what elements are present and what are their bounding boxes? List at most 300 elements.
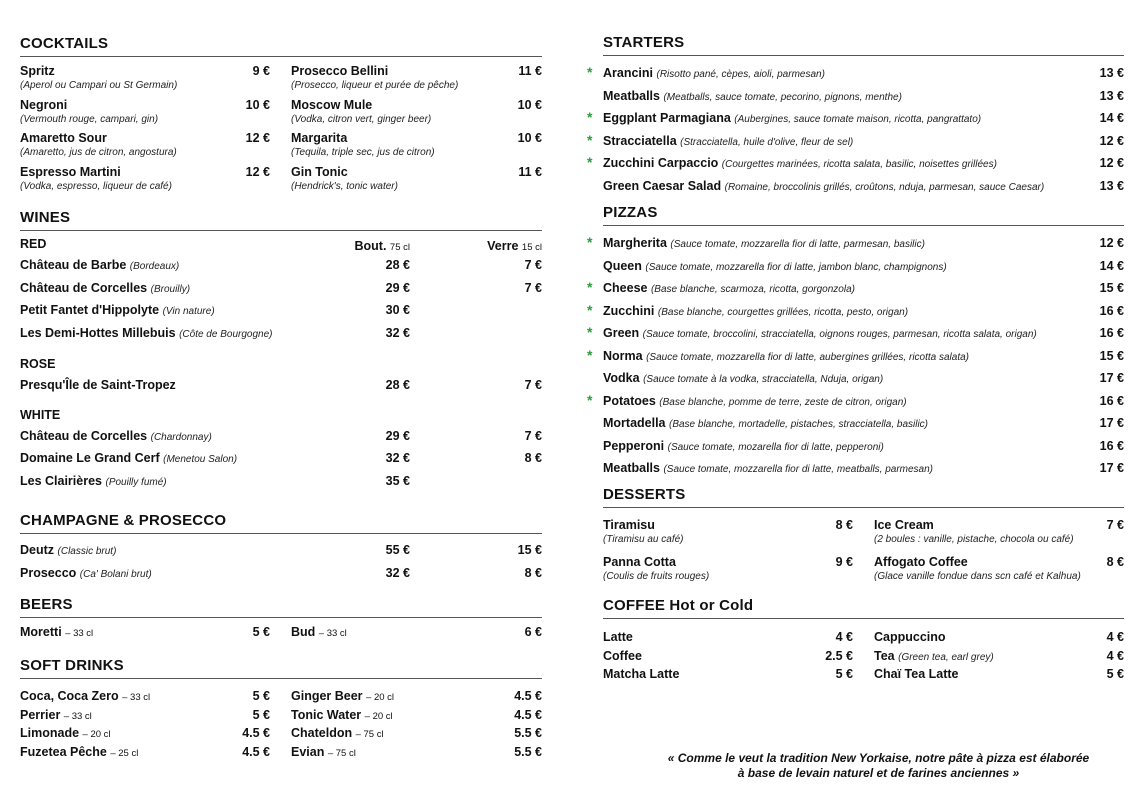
cocktail-item (20, 130, 270, 164)
section-title: DESSERTS (603, 486, 1124, 508)
menu-column (603, 629, 853, 685)
soft-drink-row (20, 725, 270, 743)
item-name (874, 554, 968, 570)
section-title: SOFT DRINKS (20, 657, 542, 679)
item-name-text: Cappuccino (874, 630, 946, 644)
item-name-text: Tea (874, 648, 895, 663)
desserts-grid (603, 517, 1124, 591)
cocktail-item (20, 164, 270, 198)
item-name-text: Bud (291, 625, 316, 639)
item-name (291, 63, 388, 79)
wine-name (20, 257, 179, 273)
glass-price: 8 € (524, 565, 542, 580)
item-volume: – 20 cl (82, 729, 111, 740)
wine-row (20, 426, 542, 449)
item-name-text: Tiramisu (603, 518, 655, 532)
item-name-text: Fuzetea Pêche (20, 744, 107, 759)
item-price: 11 € (518, 164, 542, 179)
item-volume: – 75 cl (355, 729, 384, 740)
item-description: (Vodka, espresso, liqueur de café) (20, 180, 172, 192)
quote-line: à base de levain naturel et de farines anciennes » (737, 766, 1020, 780)
item-name-text: Pepperoni (603, 438, 665, 453)
item-description: (Sauce tomate à la vodka, stracciatella, Nduja, origan) (643, 374, 884, 385)
menu-item (587, 324, 1124, 347)
dessert-item (603, 517, 853, 554)
item-price: 5 € (252, 625, 270, 639)
coffee-item (874, 629, 1124, 648)
bottle-price: 32 € (385, 325, 410, 340)
menu-item (603, 87, 1124, 110)
cocktail-row (20, 63, 270, 79)
item-description: (Base blanche, mortadelle, pistaches, stracciatella, basilic) (669, 419, 929, 430)
item-description: (2 boules : vanille, pistache, chocola ou café) (874, 534, 1074, 545)
item-name-text: Cheese (603, 281, 648, 295)
item-description: (Coulis de fruits rouges) (603, 571, 710, 582)
item-price: 13 € (1099, 66, 1124, 80)
soft-drink-item (291, 707, 542, 726)
beer-item (291, 624, 542, 642)
item-price: 9 € (252, 64, 270, 78)
cocktail-item (291, 164, 542, 198)
wine-note: (Ca' Bolani brut) (79, 568, 152, 580)
item-price: 5.5 € (514, 744, 542, 759)
menu-column (874, 629, 1124, 685)
beer-item (20, 624, 270, 642)
item-price: 12 € (245, 131, 270, 145)
item-name-text: Prosecco Bellini (291, 64, 389, 78)
wine-name-text: Château de Corcelles (20, 280, 148, 295)
menu-item (603, 459, 1124, 482)
dessert-item (603, 554, 853, 591)
item-volume: – 20 cl (364, 710, 393, 722)
menu-item (587, 109, 1124, 132)
pizza-dough-quote (603, 751, 1124, 781)
bottle-price: 28 € (385, 258, 410, 272)
item-price: 4 € (1106, 648, 1124, 663)
dessert-row (874, 554, 1124, 570)
item-price: 10 € (517, 97, 542, 112)
item-name-text: Spritz (20, 64, 55, 78)
bottle-price: 35 € (385, 473, 410, 488)
coffee-item (603, 666, 853, 685)
item-name-text: Latte (603, 630, 633, 644)
bottle-price: 28 € (385, 378, 410, 392)
cocktail-row (291, 130, 542, 146)
wine-note: (Pouilly fumé) (105, 476, 167, 488)
item-price: 9 € (835, 555, 853, 569)
item-name-text: Espresso Martini (20, 164, 121, 179)
item-name (603, 460, 933, 476)
bottle-price: 30 € (385, 303, 410, 317)
item-name-text: Green Caesar Salad (603, 178, 722, 193)
pizzas-section (587, 204, 1124, 482)
cocktail-row (20, 97, 270, 113)
item-price: 16 € (1099, 303, 1124, 318)
item-description: (Sauce tomate, mozarella fior di latte, pepperoni) (667, 441, 884, 453)
item-name (20, 130, 107, 146)
wine-note: (Chardonnay) (150, 431, 212, 443)
item-price: 17 € (1099, 461, 1124, 475)
menu-item (587, 154, 1124, 177)
item-price: 17 € (1099, 371, 1124, 385)
cocktail-item (20, 63, 270, 97)
item-description: (Hendrick's, tonic water) (291, 180, 398, 192)
coffee-row (603, 648, 853, 664)
item-name (603, 648, 642, 664)
item-name (20, 725, 111, 743)
item-name (603, 88, 902, 104)
vegetarian-star-icon: * (587, 234, 593, 250)
wine-name (20, 428, 212, 444)
wine-name-text: Domaine Le Grand Cerf (20, 451, 160, 465)
item-name (874, 629, 946, 645)
item-description: (Risotto pané, cèpes, aioli, parmesan) (656, 69, 825, 80)
item-name (291, 725, 384, 743)
item-name (874, 517, 934, 533)
item-price: 10 € (517, 131, 542, 145)
champagne-section (20, 512, 542, 585)
item-name (603, 393, 907, 409)
cocktail-row (291, 164, 542, 180)
wine-note: (Menetou Salon) (163, 454, 238, 465)
item-price: 12 € (1099, 236, 1124, 250)
item-name (603, 348, 969, 364)
item-price: 12 € (1099, 133, 1124, 148)
item-name (874, 648, 994, 664)
item-price: 8 € (1106, 555, 1124, 569)
wine-row (20, 563, 542, 586)
pizzas-list (587, 234, 1124, 482)
soft-drink-item (291, 688, 542, 707)
soft-drink-row (291, 725, 542, 743)
coffee-row (603, 629, 853, 645)
item-volume: – 25 cl (110, 747, 139, 759)
item-description: (Aubergines, sauce tomate maison, ricotta, pangrattato) (734, 114, 982, 125)
item-description: (Glace vanille fondue dans scn café et Kalhua) (874, 571, 1081, 582)
menu-item (587, 346, 1124, 370)
bottle-price: 29 € (385, 280, 410, 295)
item-name-text: Ginger Beer (291, 689, 363, 703)
menu-item (587, 301, 1124, 325)
wine-note: (Bordeaux) (129, 261, 180, 272)
item-name (20, 744, 138, 762)
item-volume: – 33 cl (65, 628, 94, 639)
item-name-text: Gin Tonic (291, 164, 348, 179)
coffee-row (874, 629, 1124, 645)
menu-column (20, 688, 270, 762)
item-name (20, 688, 150, 706)
soft-drink-row (291, 688, 542, 706)
coffee-row (603, 666, 853, 682)
item-name (603, 258, 947, 274)
item-description: (Amaretto, jus de citron, angostura) (20, 147, 177, 158)
wine-note: (Brouilly) (150, 283, 191, 295)
item-price: 14 € (1099, 258, 1124, 273)
soft-drink-item (20, 688, 270, 707)
item-price: 4 € (1106, 630, 1124, 644)
section-title: PIZZAS (603, 204, 1124, 226)
section-title: CHAMPAGNE & PROSECCO (20, 512, 542, 534)
item-name-text: Zucchini Carpaccio (603, 156, 719, 170)
item-price: 17 € (1099, 416, 1124, 430)
item-price: 4.5 € (242, 744, 270, 759)
menu-column (603, 517, 853, 591)
beer-row (291, 624, 542, 642)
vegetarian-star-icon: * (587, 131, 593, 148)
item-description: (Courgettes marinées, ricotta salata, basilic, noisettes grillées) (721, 159, 997, 170)
coffee-grid (603, 629, 1124, 685)
soft-drinks-section (20, 657, 542, 762)
item-name (603, 178, 1044, 194)
item-price: 4.5 € (514, 689, 542, 703)
bottle-price: 32 € (385, 565, 410, 580)
item-name (291, 707, 393, 725)
wine-name (20, 450, 237, 466)
beers-grid (20, 624, 542, 642)
bottle-header: Bout. 75 cl (354, 239, 410, 253)
wine-name (20, 325, 272, 341)
soft-drink-item (20, 744, 270, 763)
item-price: 5 € (252, 689, 270, 703)
vegetarian-star-icon: * (587, 109, 593, 125)
wine-name-text: Les Demi-Hottes Millebuis (20, 325, 176, 340)
item-price: 4 € (835, 630, 853, 644)
cocktail-row (20, 130, 270, 146)
item-name-text: Zucchini (603, 303, 655, 318)
item-name (20, 707, 92, 725)
item-description: (Sauce tomate, mozzarella fior di latte, meatballs, parmesan) (663, 464, 934, 475)
wine-name (20, 280, 190, 296)
item-name-text: Moscow Mule (291, 97, 373, 112)
wine-row (20, 540, 542, 563)
item-name-text: Perrier (20, 707, 61, 722)
item-name (20, 164, 121, 180)
item-price: 16 € (1099, 438, 1124, 453)
champagne-list (20, 540, 542, 585)
item-note: (Green tea, earl grey) (898, 651, 994, 663)
item-name-text: Moretti (20, 625, 62, 639)
soft-drink-row (291, 744, 542, 762)
item-name (603, 554, 676, 570)
white-label: WHITE (20, 407, 61, 422)
item-name-text: Chaï Tea Latte (874, 667, 959, 681)
item-price: 5 € (1106, 667, 1124, 681)
item-name (291, 97, 372, 113)
red-wine-list (20, 255, 542, 345)
item-name (603, 629, 633, 645)
menu-item (603, 437, 1124, 460)
menu-item (603, 369, 1124, 392)
item-price: 15 € (1099, 281, 1124, 295)
vegetarian-star-icon: * (587, 279, 593, 295)
item-price: 12 € (245, 164, 270, 179)
glass-price: 7 € (524, 280, 542, 295)
wine-name-text: Deutz (20, 543, 55, 557)
wine-row (20, 300, 542, 323)
item-name-text: Stracciatella (603, 133, 677, 148)
item-name (603, 155, 997, 171)
section-title: COFFEE Hot or Cold (603, 597, 1124, 619)
cocktail-item (291, 97, 542, 131)
item-name-text: Chateldon (291, 726, 353, 740)
item-name (603, 133, 853, 149)
item-price: 14 € (1099, 111, 1124, 125)
item-name (603, 517, 655, 533)
cocktail-item (291, 130, 542, 164)
item-price: 12 € (1099, 156, 1124, 170)
item-name-text: Vodka (603, 371, 640, 385)
menu-item (587, 64, 1124, 87)
glass-price: 8 € (524, 451, 542, 465)
item-name-text: Coca, Coca Zero (20, 689, 119, 703)
item-name-text: Amaretto Sour (20, 131, 107, 145)
item-name (291, 130, 347, 146)
wine-name-text: Château de Corcelles (20, 428, 148, 443)
wine-row (20, 255, 542, 278)
item-price: 4.5 € (514, 707, 542, 722)
section-title: COCKTAILS (20, 35, 542, 57)
item-price: 6 € (524, 625, 542, 639)
item-price: 5 € (252, 707, 270, 722)
item-price: 8 € (835, 518, 853, 532)
starters-section (587, 34, 1124, 199)
item-name-text: Coffee (603, 648, 642, 663)
item-name (291, 688, 394, 706)
menu-column (874, 517, 1124, 591)
wine-name (20, 302, 215, 318)
item-price: 10 € (245, 97, 270, 112)
item-name-text: Meatballs (603, 461, 660, 475)
item-name-text: Margarita (291, 131, 348, 145)
dessert-row (603, 517, 853, 533)
soft-drink-row (291, 707, 542, 725)
section-title: STARTERS (603, 34, 1124, 56)
item-price: 5.5 € (514, 726, 542, 740)
item-name-text: Meatballs (603, 88, 660, 103)
glass-header: Verre 15 cl (487, 239, 542, 253)
item-volume: – 33 cl (318, 628, 347, 639)
item-price: 7 € (1106, 518, 1124, 532)
item-name (603, 370, 883, 386)
menu-column (291, 63, 542, 197)
item-volume: – 75 cl (327, 747, 356, 759)
vegetarian-star-icon: * (587, 154, 593, 170)
item-price: 13 € (1099, 178, 1124, 193)
item-price: 15 € (1099, 348, 1124, 363)
item-name-text: Norma (603, 348, 643, 363)
item-name-text: Green (603, 326, 640, 340)
item-description: (Base blanche, pomme de terre, zeste de citron, origan) (659, 396, 907, 408)
item-name (291, 744, 356, 762)
item-price: 16 € (1099, 393, 1124, 408)
wine-name-text: Prosecco (20, 565, 77, 580)
item-name-text: Negroni (20, 97, 68, 112)
wine-row (20, 323, 542, 346)
bottle-price: 55 € (385, 543, 410, 557)
item-price: 13 € (1099, 88, 1124, 103)
item-name-text: Tonic Water (291, 707, 362, 722)
beers-section (20, 596, 542, 642)
menu-column (291, 688, 542, 762)
quote-line: « Comme le veut la tradition New Yorkaise, notre pâte à pizza est élaborée (667, 751, 1090, 765)
menu-item (587, 391, 1124, 415)
wine-name-text: Presqu'Île de Saint-Tropez (20, 378, 176, 392)
wine-name-text: Château de Barbe (20, 258, 127, 272)
item-price: 2.5 € (825, 648, 853, 663)
item-name (20, 97, 67, 113)
soft-drink-item (20, 707, 270, 726)
item-description: (Base blanche, courgettes grillées, ricotta, pesto, origan) (657, 306, 909, 318)
coffee-item (874, 648, 1124, 667)
soft-drink-item (291, 725, 542, 744)
coffee-item (603, 648, 853, 667)
coffee-row (874, 648, 1124, 664)
item-name-text: Evian (291, 744, 325, 759)
cocktails-grid (20, 63, 542, 197)
dessert-row (874, 517, 1124, 533)
menu-item (587, 131, 1124, 155)
dessert-item (874, 554, 1124, 591)
menu-item (603, 257, 1124, 280)
item-name (603, 303, 908, 319)
item-name (603, 666, 679, 682)
dessert-item (874, 517, 1124, 554)
rose-label: ROSE (20, 357, 56, 371)
wine-name-text: Les Clairières (20, 473, 102, 488)
item-name-text: Margherita (603, 236, 667, 250)
item-volume: – 33 cl (122, 692, 151, 703)
item-volume: – 20 cl (366, 692, 395, 703)
item-name (603, 280, 855, 296)
glass-price: 7 € (524, 258, 542, 272)
glass-price: 7 € (524, 378, 542, 392)
wine-name (20, 377, 176, 393)
item-price: 4.5 € (242, 726, 270, 740)
item-price: 5 € (835, 667, 853, 681)
item-name-text: Ice Cream (874, 518, 934, 532)
item-price: 16 € (1099, 326, 1124, 340)
item-name (603, 438, 884, 454)
menu-item (603, 414, 1124, 437)
desserts-section (603, 486, 1124, 591)
item-description: (Tequila, triple sec, jus de citron) (291, 147, 435, 158)
menu-item (587, 234, 1124, 257)
item-name (603, 415, 928, 431)
wine-row (20, 278, 542, 301)
item-description: (Tiramisu au café) (603, 534, 684, 545)
item-description: (Romaine, broccolinis grillés, croûtons, nduja, parmesan, sauce Caesar) (724, 181, 1045, 193)
soft-drink-row (20, 744, 270, 762)
item-name (291, 164, 348, 180)
wine-note: (Côte de Bourgogne) (179, 328, 273, 340)
item-volume: – 33 cl (63, 710, 92, 722)
item-name (291, 624, 347, 642)
rose-wine-list (20, 375, 542, 398)
item-name (603, 65, 825, 81)
wine-name (20, 473, 167, 489)
item-description: (Aperol ou Campari ou St Germain) (20, 80, 178, 91)
item-description: (Meatballs, sauce tomate, pecorino, pignons, menthe) (663, 91, 902, 103)
soft-drink-row (20, 688, 270, 706)
menu-column (20, 624, 270, 642)
coffee-row (874, 666, 1124, 682)
glass-price: 15 € (517, 543, 542, 557)
item-name-text: Potatoes (603, 393, 656, 408)
wine-header-row (20, 237, 542, 255)
item-name (603, 235, 925, 251)
item-name-text: Matcha Latte (603, 667, 680, 681)
coffee-item (603, 629, 853, 648)
